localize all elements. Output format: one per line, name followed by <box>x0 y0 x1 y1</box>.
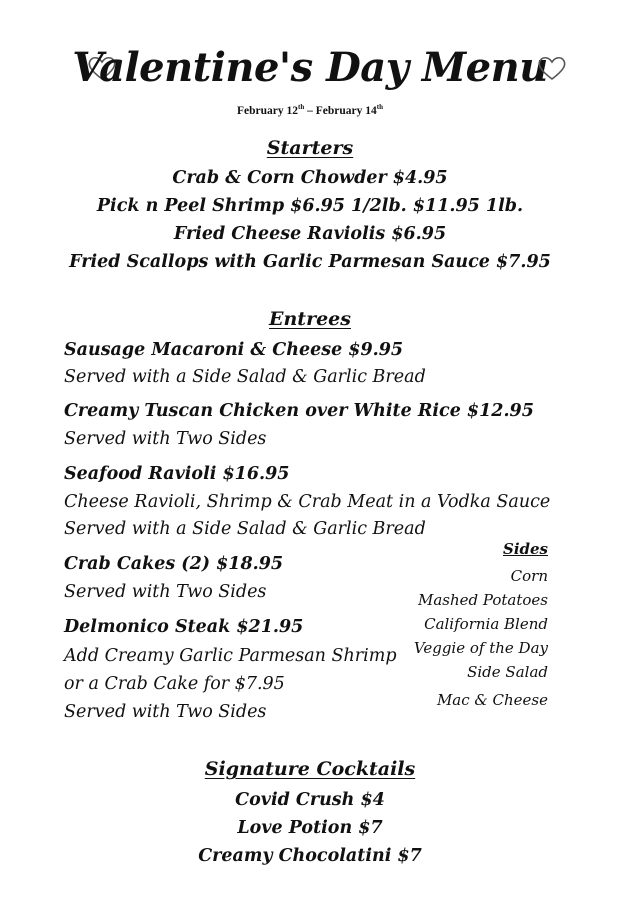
entrees-heading: Entrees <box>269 308 351 330</box>
cocktail-item: Creamy Chocolatini $7 <box>198 846 422 866</box>
entree-name: Crab Cakes (2) $18.95 <box>64 554 284 574</box>
entree-description: Served with Two Sides <box>64 582 267 602</box>
entree-description: Served with a Side Salad & Garlic Bread <box>64 519 426 539</box>
side-item: Mac & Cheese <box>436 691 548 709</box>
cocktail-item: Covid Crush $4 <box>235 790 385 810</box>
cocktails-heading: Signature Cocktails <box>204 758 416 780</box>
sides-heading: Sides <box>502 540 548 558</box>
starters-heading: Starters <box>266 137 354 159</box>
date-end-suffix: th <box>376 103 383 111</box>
side-item: Corn <box>510 567 548 585</box>
entree-name: Creamy Tuscan Chicken over White Rice $12.95 <box>64 401 534 421</box>
entree-description: Served with Two Sides <box>64 702 267 722</box>
starter-item: Fried Scallops with Garlic Parmesan Sauce $7.95 <box>69 252 551 272</box>
date-separator: – <box>304 104 316 117</box>
entree-name: Delmonico Steak $21.95 <box>64 617 304 637</box>
side-item: Veggie of the Day <box>413 639 548 657</box>
entree-name: Sausage Macaroni & Cheese $9.95 <box>64 340 404 360</box>
side-item: California Blend <box>424 615 548 633</box>
entree-description: Served with Two Sides <box>64 429 267 449</box>
date-range <box>0 103 620 117</box>
entree-description: or a Crab Cake for $7.95 <box>64 674 285 694</box>
starter-item: Pick n Peel Shrimp $6.95 1/2lb. $11.95 1lb. <box>96 196 524 216</box>
entree-name: Seafood Ravioli $16.95 <box>64 464 290 484</box>
entree-description: Cheese Ravioli, Shrimp & Crab Meat in a Vodka Sauce <box>64 492 551 512</box>
date-end: February 14 <box>315 104 377 117</box>
menu-title: Valentine's Day Menu <box>72 44 548 91</box>
side-item: Side Salad <box>467 663 548 681</box>
heart-outline-icon <box>536 54 568 82</box>
entree-description: Served with a Side Salad & Garlic Bread <box>64 367 426 387</box>
date-start: February 12 <box>237 104 299 117</box>
entree-description: Add Creamy Garlic Parmesan Shrimp <box>64 646 397 666</box>
side-item: Mashed Potatoes <box>417 591 548 609</box>
date-start-suffix: th <box>298 103 305 111</box>
starter-item: Fried Cheese Raviolis $6.95 <box>173 224 447 244</box>
cocktail-item: Love Potion $7 <box>237 818 383 838</box>
starter-item: Crab & Corn Chowder $4.95 <box>172 168 448 188</box>
